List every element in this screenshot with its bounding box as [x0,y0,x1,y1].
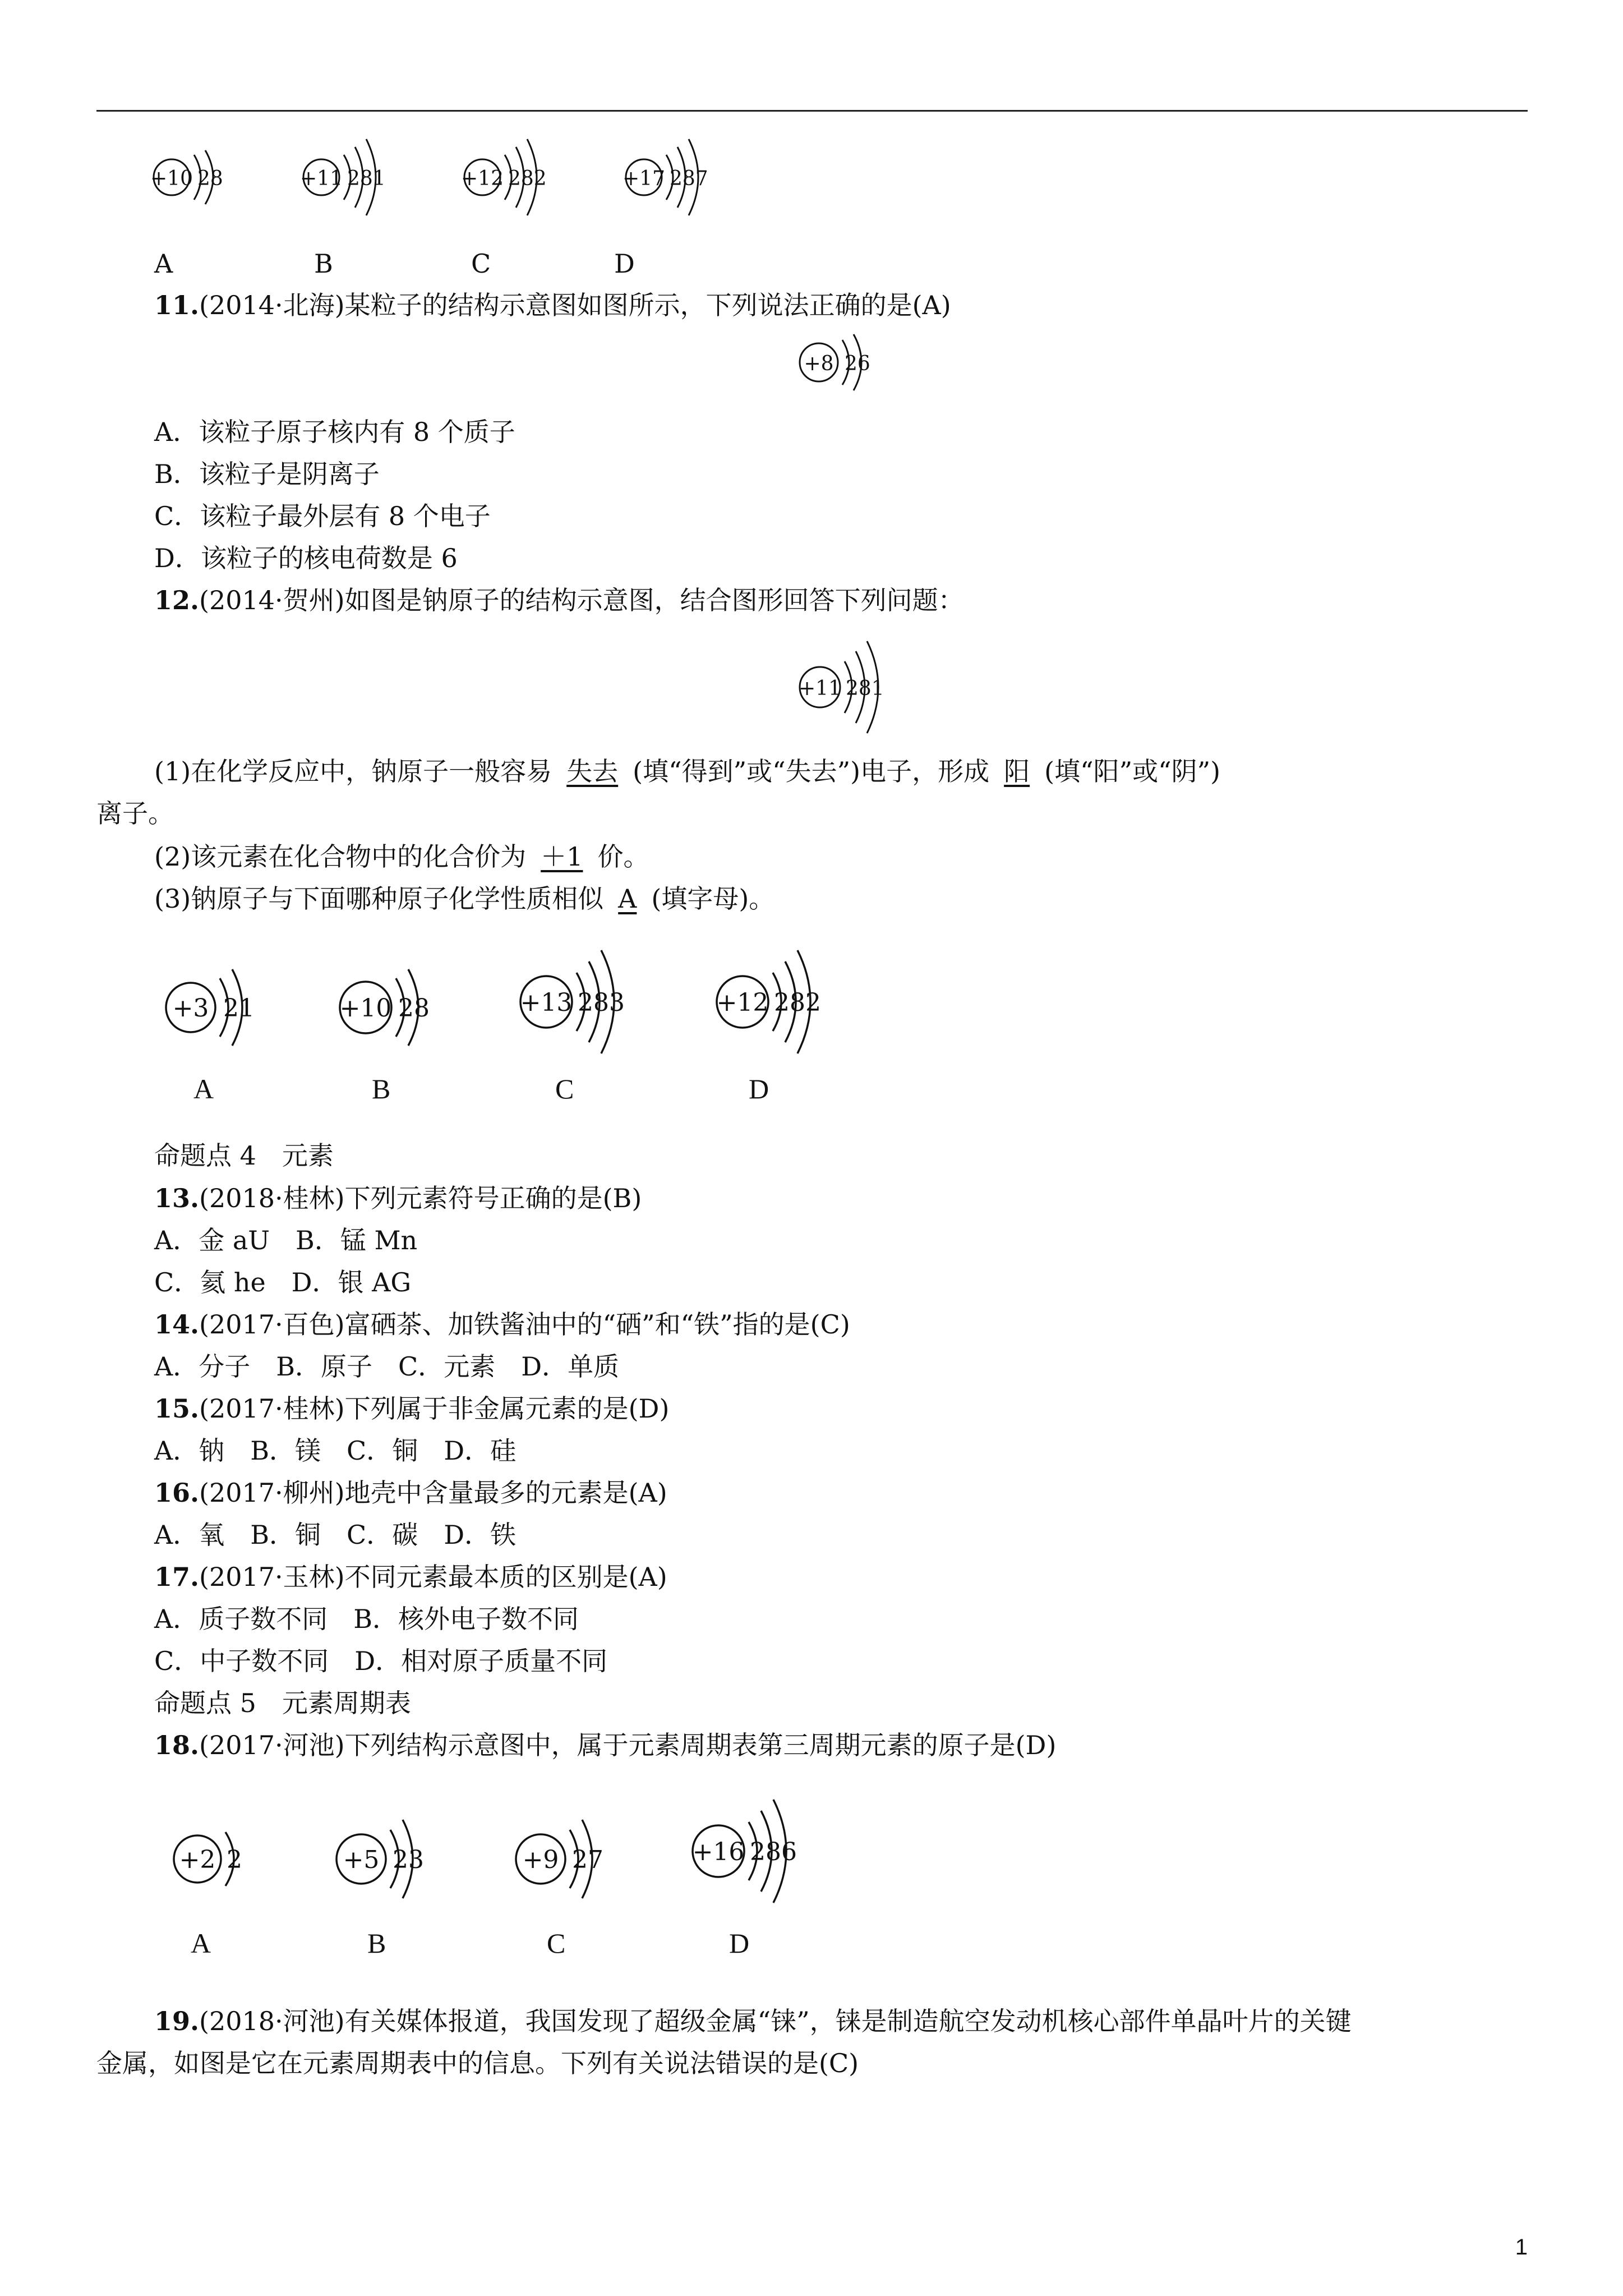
atom-diagram-q12 [796,637,909,743]
svg-text:281: 281 [846,677,884,700]
question-19-stem [154,2004,1352,2038]
question-12-stem [154,583,964,617]
svg-text:+2: +2 [179,1846,216,1874]
text: (填“得到”或“失去”)电子，形成 [633,756,990,786]
question-11-stem [154,288,951,322]
question-14-stem [154,1308,850,1341]
atom-diagram-q18-a [168,1818,252,1902]
svg-text:28: 28 [197,167,223,190]
atom-diagram-top-a [151,145,247,218]
question-15-stem [154,1392,669,1425]
atom-diagram-top-b [300,132,407,217]
question-text: (2017·柳州)地壳中含量最多的元素是(A) [199,1478,667,1508]
svg-text:286: 286 [750,1838,797,1866]
atom-diagram-q12-a [162,954,274,1060]
question-number: 11. [154,290,200,320]
svg-text:+8: +8 [804,352,834,375]
section-heading: 命题点 5 元素周期表 [154,1688,411,1718]
svg-text:+12: +12 [461,167,504,190]
text: (1)在化学反应中，钠原子一般容易 [154,756,552,786]
option-label: C [547,1927,566,1959]
text: (填“阳”或“阴”) [1044,756,1221,786]
question-17-stem [154,1560,667,1594]
option-b: B．该粒子是阴离子 [154,459,380,489]
atom-diagram-q12-b [335,954,464,1060]
question-15-options: A．钠 B．镁 C．铜 D．硅 [154,1435,517,1466]
answer-blank: ＋1 [541,841,583,872]
answer-blank: 阳 [1004,756,1030,786]
svg-text:283: 283 [578,988,625,1017]
question-number: 13. [154,1183,200,1213]
question-14-options: A．分子 B．原子 C．元素 D．单质 [154,1351,620,1382]
question-18-stem [154,1728,1056,1762]
question-number: 18. [154,1730,200,1760]
section-heading: 命题点 4 元素 [154,1140,334,1171]
option-label: A [193,1073,214,1105]
question-17-options: C．中子数不同 D．相对原子质量不同 [154,1646,608,1676]
svg-text:28: 28 [398,994,430,1023]
option-label: B [372,1073,391,1105]
svg-text:282: 282 [774,988,821,1017]
question-number: 15. [154,1393,200,1424]
text: 价。 [597,841,649,872]
question-16-options: A．氧 B．铜 C．碳 D．铁 [154,1520,517,1550]
svg-text:+10: +10 [339,994,392,1023]
option-label: C [555,1073,574,1105]
question-12-part-3 [154,882,774,915]
question-number: 12. [154,585,200,615]
svg-text:282: 282 [508,167,547,190]
question-text: (2014·贺州)如图是钠原子的结构示意图，结合图形回答下列问题： [199,585,964,615]
atom-diagram-q18-b [331,1801,443,1907]
svg-text:287: 287 [670,167,708,190]
question-text: (2018·桂林)下列元素符号正确的是(B) [199,1183,642,1213]
atom-diagram-q18-c [510,1801,623,1907]
svg-text:281: 281 [347,167,386,190]
text: (填字母)。 [651,884,775,914]
svg-text:27: 27 [572,1846,603,1874]
question-13-options: A．金 aU B．锰 Mn [154,1225,418,1255]
question-16-stem [154,1476,667,1510]
atom-diagram-top-d [623,132,729,217]
text: (2)该元素在化合物中的化合价为 [154,841,527,872]
option-c: C．该粒子最外层有 8 个电子 [154,501,491,531]
question-text: (2017·玉林)不同元素最本质的区别是(A) [199,1562,667,1592]
question-19-stem-cont: 金属，如图是它在元素周期表中的信息。下列有关说法错误的是(C) [96,2048,859,2078]
svg-text:+5: +5 [343,1846,380,1874]
svg-text:+9: +9 [522,1846,559,1874]
question-text: (2014·北海)某粒子的结构示意图如图所示，下列说法正确的是(A) [199,290,951,320]
header-rule [96,110,1528,112]
option-label: A [154,249,173,279]
question-text: (2018·河池)有关媒体报道，我国发现了超级金属“铼”，铼是制造航空发动机核心部件单晶叶片的关键 [199,2006,1352,2036]
atom-diagram-q11 [796,331,892,404]
svg-text:+12: +12 [716,988,769,1017]
question-number: 14. [154,1309,200,1340]
option-label: D [729,1927,750,1959]
question-12-part-2 [154,840,649,873]
option-d: D．该粒子的核电荷数是 6 [154,543,458,573]
svg-text:+10: +10 [150,167,193,190]
answer-blank: 失去 [566,756,619,786]
svg-text:21: 21 [223,994,255,1023]
svg-text:+11: +11 [300,167,343,190]
question-text: (2017·百色)富硒茶、加铁酱油中的“硒”和“铁”指的是(C) [199,1309,850,1340]
question-12-part-1-cont: 离子。 [96,798,174,829]
svg-text:23: 23 [393,1846,424,1874]
page-number: 1 [1515,2235,1528,2260]
question-13-stem [154,1181,642,1215]
svg-text:+16: +16 [692,1838,745,1866]
svg-text:+3: +3 [172,994,209,1023]
question-text: (2017·河池)下列结构示意图中，属于元素周期表第三周期元素的原子是(D) [199,1730,1057,1760]
svg-text:+11: +11 [799,677,841,700]
question-12-part-1 [154,754,1220,788]
answer-blank: A [618,884,637,914]
text: (3)钠原子与下面哪种原子化学性质相似 [154,884,604,914]
option-label: B [314,249,333,279]
svg-text:2: 2 [227,1846,242,1874]
atom-diagram-top-c [461,132,568,217]
atom-diagram-q12-c [516,942,651,1060]
option-label: D [614,249,635,279]
option-a: A．该粒子原子核内有 8 个质子 [154,417,515,447]
question-17-options: A．质子数不同 B．核外电子数不同 [154,1604,579,1634]
svg-text:+17: +17 [623,167,665,190]
question-13-options: C．氦 he D．银 AG [154,1267,412,1297]
svg-text:26: 26 [845,352,870,375]
option-label: A [191,1927,211,1959]
question-text: (2017·桂林)下列属于非金属元素的是(D) [199,1393,670,1424]
option-label: D [749,1073,769,1105]
option-label: C [471,249,491,279]
question-number: 19. [154,2006,200,2036]
question-number: 16. [154,1478,200,1508]
question-number: 17. [154,1562,200,1592]
svg-text:+13: +13 [520,988,573,1017]
atom-diagram-q12-d [712,942,847,1060]
option-label: B [367,1927,386,1959]
atom-diagram-q18-d [687,1789,822,1907]
